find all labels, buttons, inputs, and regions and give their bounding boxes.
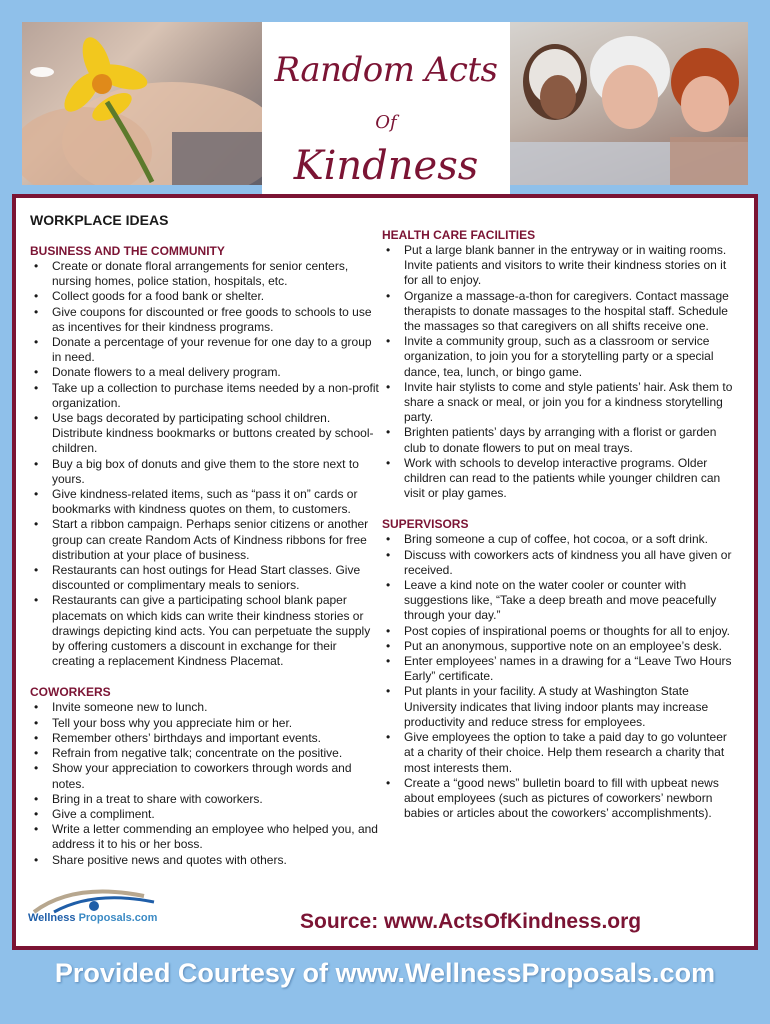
list-item: • Put an anonymous, supportive note on an employee’s desk. [382,639,740,654]
list-item: • Work with schools to develop interactive programs. Older children can read to the patients while younger children can visit or play games. [382,456,740,502]
list-item: • Use bags decorated by participating school children. Distribute kindness bookmarks or buttons created by school-children. [30,411,380,457]
logo-wellness: Wellness [28,912,76,924]
source-text: Source: www.ActsOfKindness.org [300,910,642,933]
coworkers-heading: COWORKERS [30,685,111,700]
list-item: • Donate a percentage of your revenue for one day to a group in need. [30,335,380,365]
list-item: • Tell your boss why you appreciate him or her. [30,716,380,731]
list-item: • Organize a massage-a-thon for caregivers. Contact massage therapists to donate massages to the hospital staff. Schedule the massages so that caregivers on all shifts receive one. [382,289,740,335]
list-item: • Restaurants can give a participating school blank paper placemats on which kids can write their kindness stories or drawings depicting kind acts. You can perpetuate the supply by offering customers a discount in exchange for their creating a replacement Kindness Placemat. [30,593,380,669]
list-item: • Buy a big box of donuts and give them to the store next to yours. [30,457,380,487]
list-item: • Write a letter commending an employee who helped you, and address it to his or her boss. [30,822,380,852]
list-item: • Collect goods for a food bank or shelter. [30,289,380,304]
business-community-list [30,259,380,669]
supervisors-heading: SUPERVISORS [382,517,469,532]
list-item: • Take up a collection to purchase items needed by a non-profit organization. [30,381,380,411]
list-item: • Leave a kind note on the water cooler or counter with suggestions like, “Take a deep breath and move peacefully through your day.” [382,578,740,624]
logo-proposals: Proposals.com [78,912,158,924]
list-item: • Donate flowers to a meal delivery program. [30,365,380,380]
list-item: • Bring someone a cup of coffee, hot cocoa, or a soft drink. [382,532,740,547]
logo-text [28,912,157,924]
supervisors-list [382,532,740,821]
title-block [262,22,510,195]
flowers-hands-photo [22,22,262,185]
workplace-ideas-heading: WORKPLACE IDEAS [30,212,169,228]
list-item: • Remember others’ birthdays and important events. [30,731,380,746]
left-column [30,212,380,868]
flowers-hands-image [22,22,262,185]
header [0,0,770,195]
list-item: • Invite a community group, such as a classroom or service organization, to join you for a storytelling party or a special dance, tea, lunch, or bingo game. [382,334,740,380]
list-item: • Bring in a treat to share with coworkers. [30,792,380,807]
list-item: • Share positive news and quotes with others. [30,853,380,868]
list-item: • Give employees the option to take a paid day to go volunteer at a charity of their choice. Help them research a charity that most interests them. [382,730,740,776]
business-community-heading: BUSINESS AND THE COMMUNITY [30,244,225,258]
footer-courtesy: Provided Courtesy of www.WellnessProposals.com [54,958,716,988]
list-item: • Invite hair stylists to come and style patients’ hair. Ask them to share a snack or meal, or join you for a kindness storytelling party. [382,380,740,426]
coworkers-list [30,700,380,867]
right-column [382,228,740,821]
list-item: • Restaurants can host outings for Head Start classes. Give discounted or complimentary meals to seniors. [30,563,380,593]
content-box [12,194,758,950]
list-item: • Give coupons for discounted or free goods to schools to use as incentives for their kindness programs. [30,305,380,335]
list-item: • Discuss with coworkers acts of kindness you all have given or received. [382,548,740,578]
wellness-proposals-logo [24,886,184,936]
health-care-heading: HEALTH CARE FACILITIES [382,228,536,242]
list-item: • Post copies of inspirational poems or thoughts for all to enjoy. [382,624,740,639]
list-item: • Put a large blank banner in the entryway or in waiting rooms. Invite patients and visitors to write their kindness stories on it for all to enjoy. [382,243,740,289]
list-item: • Create a “good news” bulletin board to fill with upbeat news about employees (such as pictures of coworkers’ newborn babies or articles about the coworkers’ accomplishments). [382,776,740,822]
list-item: • Show your appreciation to coworkers through words and notes. [30,761,380,791]
list-item: • Give kindness-related items, such as “pass it on” cards or bookmarks with kindness quotes on them, to customers. [30,487,380,517]
list-item: • Refrain from negative talk; concentrate on the positive. [30,746,380,761]
title-kindness: Kindness [293,143,479,189]
title-random-acts: Random Acts [274,50,498,90]
list-item: • Brighten patients’ days by arranging with a florist or garden club to donate flowers to put on meal trays. [382,425,740,455]
list-item: • Give a compliment. [30,807,380,822]
list-item: • Invite someone new to lunch. [30,700,380,715]
senior-women-image [510,22,748,185]
health-care-list [382,243,740,501]
title-of: Of [375,112,397,133]
list-item: • Enter employees’ names in a drawing for a “Leave Two Hours Early” certificate. [382,654,740,684]
senior-women-photo [510,22,748,185]
list-item: • Create or donate floral arrangements for senior centers, nursing homes, police station, hospitals, etc. [30,259,380,289]
list-item: • Put plants in your facility. A study at Washington State University indicates that living indoor plants may increase productivity and reduce stress for employees. [382,684,740,730]
list-item: • Start a ribbon campaign. Perhaps senior citizens or another group can create Random Acts of Kindness ribbons for free distribution at your place of business. [30,517,380,563]
